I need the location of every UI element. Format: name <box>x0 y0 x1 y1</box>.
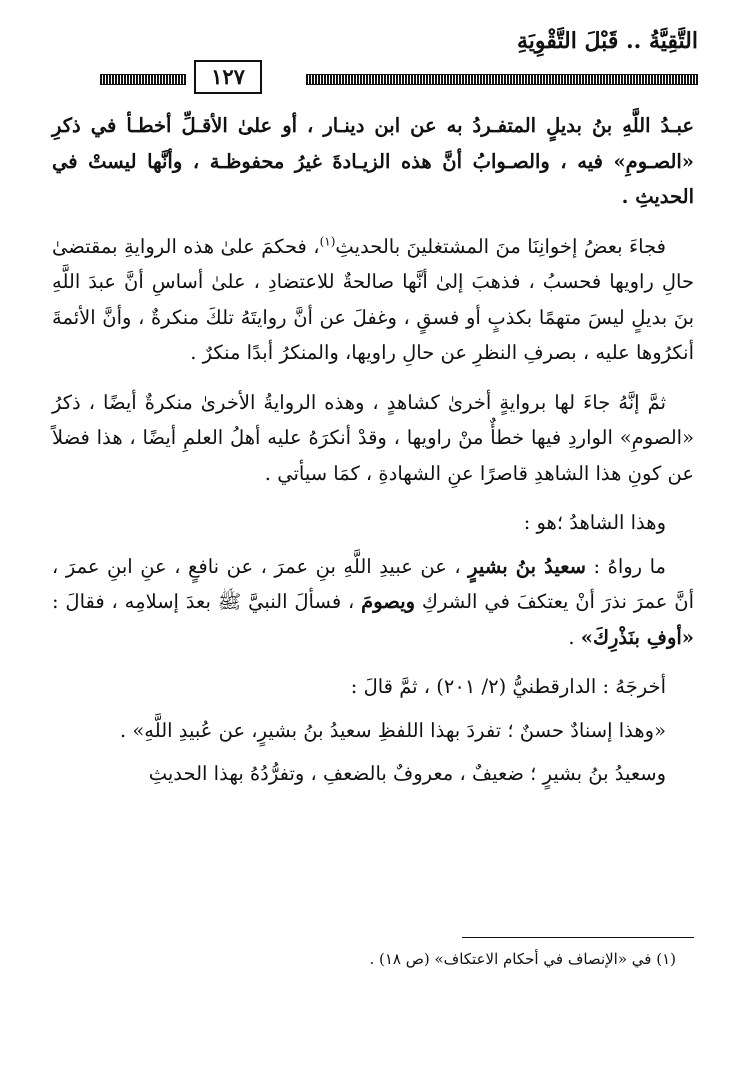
text-run: عبـدُ اللَّهِ بنُ بديلٍ المتفـردُ به عن ابن دينـار ، أو علىٰ الأقـلِّ أخطـأ في ذكرِ «الصـومِ» فيه ، والصـوابُ أنَّ هذه الزيـادةَ غيرُ محفوظـة ، وأنَّها ليستْ في الحديثِ . <box>52 114 694 208</box>
paragraph-5 <box>52 549 694 656</box>
text-run: ، فحكمَ علىٰ هذه الروايةِ بمقتضىٰ حالِ راويها فحسبُ ، فذهبَ إلىٰ أنَّها صالحةٌ للاعتضادِ ، علىٰ أساسِ أنَّ عبدَ اللَّهِ بنَ بديلٍ ليسَ متهمًا بكذبٍ أو فسقٍ ، وغفلَ عن أنَّ روايتَهُ تلكَ منكرةٌ ، وأنَّ الأئمةَ أنكرُوها عليه ، بصرفِ النظرِ عن حالِ راويها، والمنكرُ أبدًا منكرٌ . <box>52 234 695 364</box>
header-rule-right <box>306 74 698 85</box>
text-run: ما رواهُ : <box>586 554 666 578</box>
footnote-rule <box>462 937 694 938</box>
running-title: التَّقِيَّةُ .. قَبْلَ التَّقْوِيَةِ <box>517 28 698 54</box>
body-text <box>52 108 694 806</box>
running-header <box>100 28 698 98</box>
text-run: «أوفِ بنَذْرِكَ» <box>580 625 694 649</box>
text-run: وسعيدُ بنُ بشيرٍ ؛ ضعيفٌ ، معروفٌ بالضعفِ ، وتفرُّدُهُ بهذا الحديثِ <box>148 762 666 785</box>
text-run: أخرجَهُ : الدارقطنيُّ (٢/ ٢٠١) ، ثمَّ قالَ : <box>350 675 666 698</box>
footnote-1: (١) في «الإنصاف في أحكام الاعتكاف» (ص ١٨) . <box>369 950 676 968</box>
text-run: ، فسألَ النبيَّ ﷺ بعدَ إسلامِه ، فقالَ : <box>52 590 362 613</box>
header-rule-left <box>100 74 186 85</box>
text-run: ثمَّ إنَّهُ جاءَ لها بروايةٍ أخرىٰ كشاهدٍ ، وهذه الروايةُ الأخرىٰ منكرةٌ أيضًا ، ذكرُ «الصومِ» الواردِ فيها خطأٌ منْ راويها ، وقدْ أنكرَهُ عليه أهلُ العلمِ أيضًا ، هذا فضلاً عن كونِ هذا الشاهدِ قاصرًا عنِ الشهادةِ ، كمَا سيأتي . <box>52 390 694 485</box>
paragraph-7 <box>52 713 694 749</box>
paragraph-8 <box>52 756 694 792</box>
text-run: سعيدُ بنُ بشيرٍ <box>468 554 586 578</box>
paragraph-4 <box>52 505 694 541</box>
text-run: «وهذا إسنادٌ حسنٌ ؛ تفردَ بهذا اللفظِ سعيدُ بنُ بشيرٍ، عن عُبيدِ اللَّهِ» . <box>119 718 666 742</box>
page-number: ١٢٧ <box>194 60 262 94</box>
footnote-marker: (١) <box>319 234 336 248</box>
paragraph-6 <box>52 669 694 705</box>
text-run: ، عن عبيدِ اللَّهِ بنِ عمرَ ، عن نافعٍ ، عنِ ابنِ عمرَ ، أنَّ عمرَ نذرَ أنْ يعتكفَ في الشركِ <box>52 554 694 613</box>
paragraph-1 <box>52 108 694 215</box>
text-run: . <box>568 625 581 649</box>
paragraph-2 <box>52 229 694 371</box>
text-run: ويصومَ <box>361 590 416 613</box>
paragraph-3 <box>52 385 694 492</box>
text-run: وهذا الشاهدُ ؛هو : <box>523 511 666 534</box>
text-run: فجاءَ بعضُ إخوانِنَا منَ المشتغلينَ بالحديثِ <box>335 234 666 258</box>
